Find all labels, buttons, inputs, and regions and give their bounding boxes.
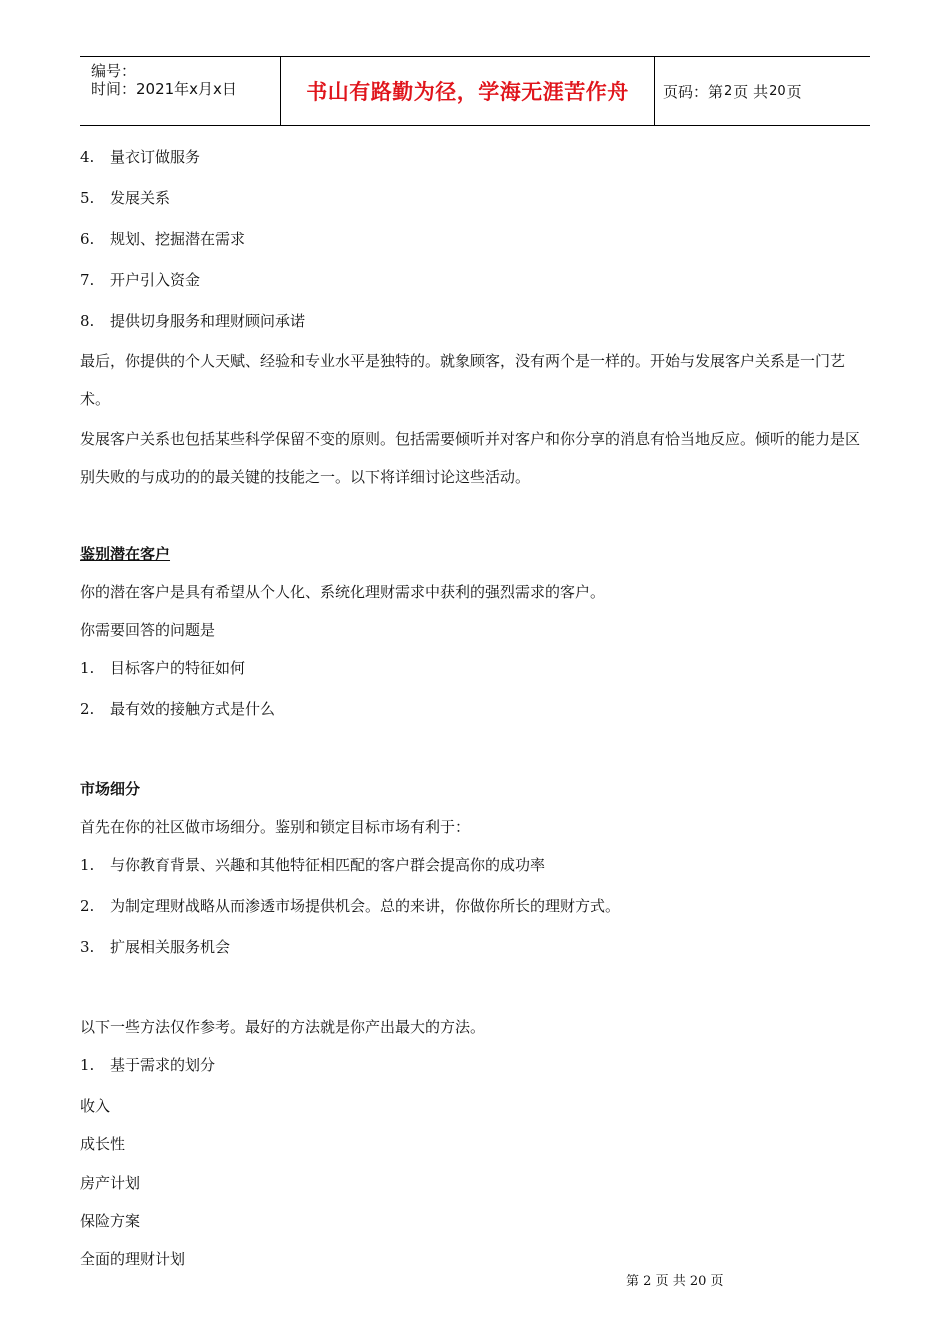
- list-item: [80, 658, 245, 678]
- list-item-number: 1.: [80, 1056, 95, 1074]
- list-item-number: 4.: [80, 148, 95, 166]
- list-item-text: 量衣订做服务: [110, 148, 201, 166]
- list-item: [80, 229, 245, 249]
- list-item: [80, 147, 200, 167]
- section-heading: 鉴别潜在客户: [80, 545, 171, 563]
- list-item-number: 3.: [80, 938, 95, 956]
- header-motto: 书山有路勤为径，学海无涯苦作舟: [281, 57, 655, 125]
- list-item: [80, 937, 230, 957]
- list-item-number: 6.: [80, 230, 95, 248]
- document-time-label: 时间：2021年x月x日: [91, 80, 237, 98]
- footer-page-total: 20: [689, 1274, 707, 1289]
- footer-mid: 页 共: [655, 1274, 686, 1289]
- document-number-label: 编号：: [91, 62, 137, 80]
- list-item: [80, 188, 170, 208]
- paragraph: 你需要回答的问题是: [80, 621, 216, 639]
- list-item: [80, 896, 620, 916]
- list-item-text: 为制定理财战略从而渗透市场提供机会。总的来讲，你做你所长的理财方式。: [110, 897, 621, 915]
- footer-suffix: 页: [710, 1274, 724, 1289]
- paragraph: 你的潜在客户是具有希望从个人化、系统化理财需求中获利的强烈需求的客户。: [80, 583, 606, 601]
- list-item-text: 扩展相关服务机会: [110, 938, 231, 956]
- list-item: [80, 699, 275, 719]
- footer-prefix: 第: [626, 1274, 640, 1289]
- list-item-text: 目标客户的特征如何: [110, 659, 246, 677]
- header-meta: [80, 57, 281, 125]
- list-item-number: 2.: [80, 897, 95, 915]
- paragraph: 最后，你提供的个人天赋、经验和专业水平是独特的。就象顾客，没有两个是一样的。开始与发展客户关系是一门艺术。: [80, 352, 846, 408]
- list-item: [80, 311, 305, 331]
- list-item-number: 1.: [80, 659, 95, 677]
- header-page-info: [655, 57, 870, 125]
- list-item-text: 发展关系: [110, 189, 171, 207]
- paragraph: 首先在你的社区做市场细分。鉴别和锁定目标市场有利于：: [80, 818, 471, 836]
- term-line: 房产计划: [80, 1174, 141, 1192]
- term-line: 全面的理财计划: [80, 1250, 186, 1268]
- page-footer: [626, 1270, 724, 1289]
- list-item-text: 提供切身服务和理财顾问承诺: [110, 312, 306, 330]
- header-page-suffix: 页: [786, 82, 802, 101]
- list-item-number: 1.: [80, 856, 95, 874]
- list-item-number: 7.: [80, 271, 95, 289]
- paragraph: 以下一些方法仅作参考。最好的方法就是你产出最大的方法。: [80, 1018, 486, 1036]
- list-item-text: 开户引入资金: [110, 271, 201, 289]
- list-item-number: 2.: [80, 700, 95, 718]
- term-line: 保险方案: [80, 1212, 141, 1230]
- header-page-mid: 页 共: [733, 82, 769, 101]
- paragraph: 发展客户关系也包括某些科学保留不变的原则。包括需要倾听并对客户和你分享的消息有恰当地反应。倾听的能力是区别失败的与成功的的最关键的技能之一。以下将详细讨论这些活动。: [80, 430, 861, 486]
- header-page-current: 2: [724, 83, 733, 99]
- header-page-total: 20: [769, 83, 786, 99]
- list-item-number: 8.: [80, 312, 95, 330]
- section-heading: 市场细分: [80, 780, 141, 798]
- list-item: [80, 270, 200, 290]
- list-item-text: 基于需求的划分: [110, 1056, 216, 1074]
- page-header: [80, 56, 870, 126]
- list-item-number: 5.: [80, 189, 95, 207]
- header-page-prefix: 页码：第: [663, 82, 724, 101]
- list-item-text: 规划、挖掘潜在需求: [110, 230, 246, 248]
- list-item-text: 与你教育背景、兴趣和其他特征相匹配的客户群会提高你的成功率: [110, 856, 546, 874]
- term-line: 成长性: [80, 1135, 126, 1153]
- footer-page-current: 2: [643, 1274, 652, 1289]
- list-item: [80, 855, 545, 875]
- list-item: [80, 1055, 215, 1075]
- list-item-text: 最有效的接触方式是什么: [110, 700, 276, 718]
- term-line: 收入: [80, 1097, 111, 1115]
